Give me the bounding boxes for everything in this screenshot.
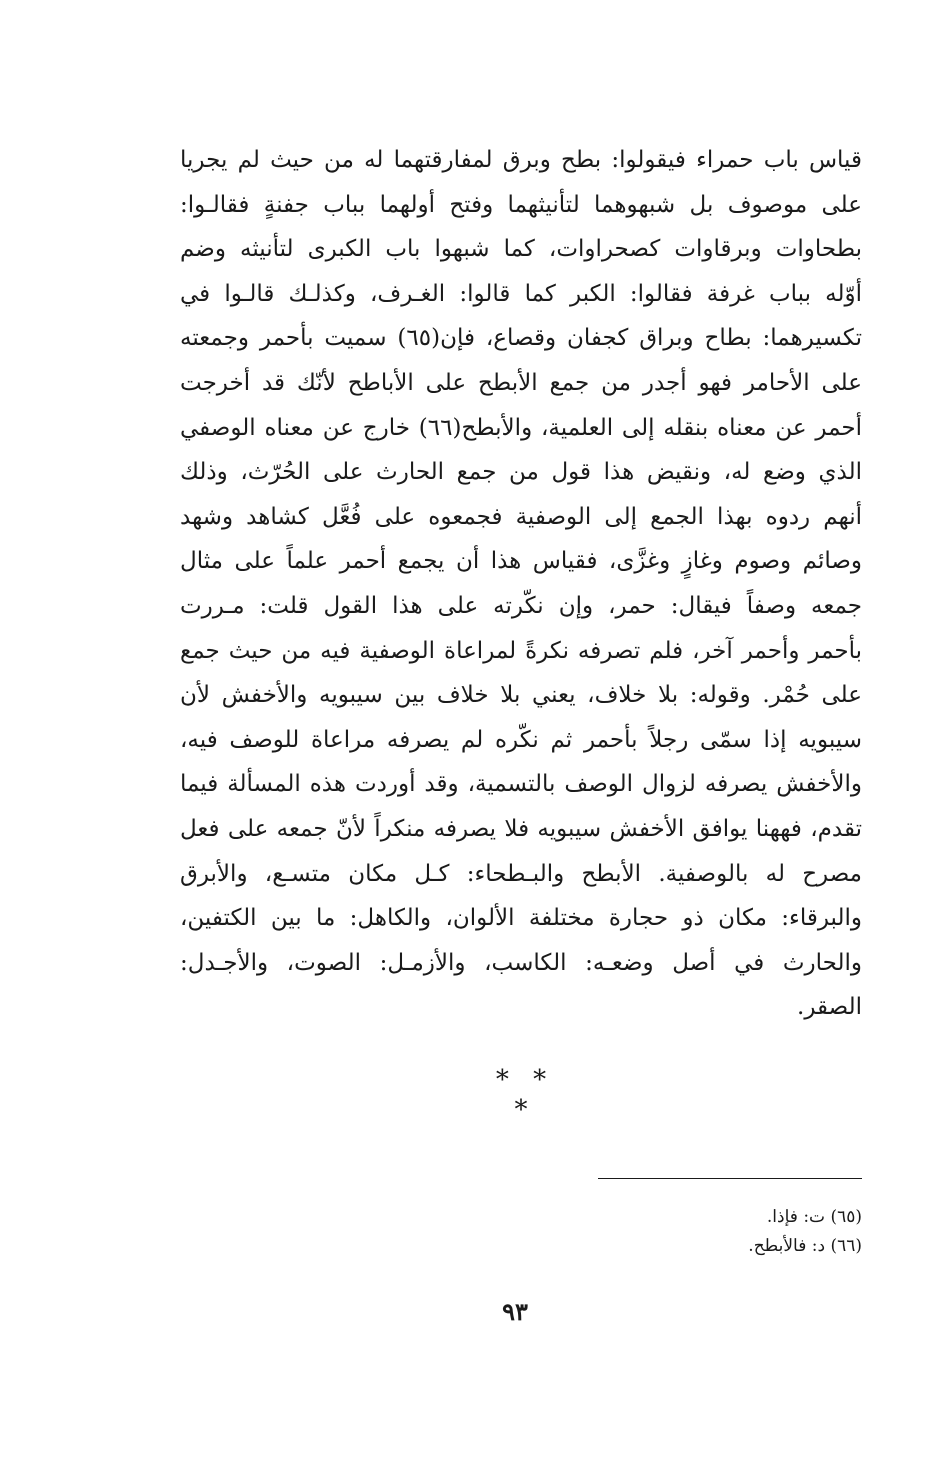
footnote-66: (٦٦) د: فالأبطح. bbox=[748, 1236, 862, 1256]
text-line-7: أحمر عن معناه بنقله إلى العلمية، والأبطح(٦٦) خارج عن معناه الوصفي bbox=[180, 414, 862, 441]
text-line-11: جمعه وصفاً فيقال: حمر، وإن نكّرته على هذا القول قلت: مـررت bbox=[180, 592, 862, 619]
text-line-17: مصرح له بالوصفية. الأبطح والبـطحاء: كـل مكان متسـع، والأبرق bbox=[180, 860, 862, 887]
main-text-block bbox=[180, 138, 862, 1030]
section-separator: * * * bbox=[495, 1065, 555, 1125]
text-line-10: وصائم وصوم وغازٍ وغزَّى، فقياس هذا أن يجمع أحمر علماً على مثال bbox=[180, 548, 862, 575]
text-line-6: على الأحامر فهو أجدر من جمع الأبطح على الأباطح لأنّك قد أخرجت bbox=[180, 369, 862, 396]
footnote-divider bbox=[598, 1178, 862, 1179]
text-line-3: بطحاوات وبرقاوات كصحراوات، كما شبهوا باب الكبرى لتأنيثه وضم bbox=[180, 236, 862, 263]
text-line-19: والحارث في أصل وضعـه: الكاسب، والأزمـل: الصوت، والأجـدل: bbox=[180, 949, 862, 976]
text-line-5: تكسيرهما: بطاح وبراق كجفان وقصاع، فإن(٦٥) سميت بأحمر وجمعته bbox=[180, 325, 862, 352]
text-line-16: تقدم، فههنا يوافق الأخفش سيبويه فلا يصرفه منكراً لأنّ جمعه على فعل bbox=[180, 815, 862, 842]
text-line-14: سيبويه إذا سمّى رجلاً بأحمر ثم نكّره لم يصرفه مراعاة للوصف فيه، bbox=[180, 726, 862, 753]
text-line-1: قياس باب حمراء فيقولوا: بطح وبرق لمفارقتهما له من حيث لم يجريا bbox=[180, 147, 862, 173]
text-line-18: والبرقاء: مكان ذو حجارة مختلفة الألوان، والكاهل: ما بين الكتفين، bbox=[180, 905, 862, 932]
text-line-4: أوّله بباب غرفة فقالوا: الكبر كما قالوا: الغـرف، وكذلـك قالـوا في bbox=[180, 280, 862, 307]
text-line-15: والأخفش يصرفه لزوال الوصف بالتسمية، وقد أوردت هذه المسألة فيما bbox=[180, 771, 862, 798]
footnote-65: (٦٥) ت: فإذا. bbox=[766, 1207, 862, 1227]
text-line-13: على حُمْر. وقوله: بلا خلاف، يعني بلا خلاف بين سيبويه والأخفش لأن bbox=[180, 682, 862, 709]
text-line-12: بأحمر وأحمر آخر، فلم تصرفه نكرةً لمراعاة الوصفية فيه من حيث جمع bbox=[180, 637, 862, 664]
footnotes bbox=[560, 1203, 862, 1261]
text-line-20: الصقر. bbox=[797, 994, 862, 1021]
text-line-2: على موصوف بل شبهوهما لتأنيثهما وفتح أولهما بباب جفنةٍ فقالـوا: bbox=[180, 191, 862, 218]
text-line-9: أنهم ردوه بهذا الجمع إلى الوصفية فجمعوه على فُعَّل كشاهد وشهد bbox=[180, 503, 862, 530]
page-number: ٩٣ bbox=[502, 1297, 528, 1326]
text-line-8: الذي وضع له، ونقيض هذا قول من جمع الحارث على الحُرّث، وذلك bbox=[180, 459, 862, 486]
